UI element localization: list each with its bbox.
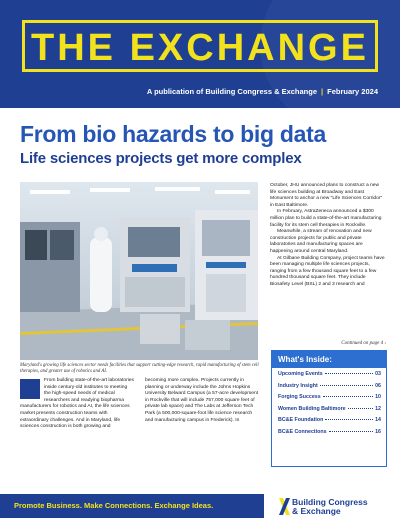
toc-item-page: 03 — [375, 371, 381, 377]
article-column-2 — [145, 378, 260, 424]
toc-leader — [329, 431, 374, 432]
footer — [0, 494, 400, 518]
toc-leader — [325, 419, 373, 420]
toc-item[interactable] — [278, 417, 381, 429]
continued-link[interactable]: Continued on page 4 › — [341, 341, 386, 346]
toc-leader — [348, 408, 374, 409]
masthead-title: THE EXCHANGE — [31, 27, 369, 69]
whats-inside-title: What's Inside: — [272, 351, 386, 368]
logo-name-line-2: & Exchange — [292, 506, 341, 516]
lab-photo — [20, 182, 258, 360]
toc-item[interactable] — [278, 406, 381, 418]
toc-item-label: Forging Success — [278, 394, 321, 400]
masthead-tagline — [147, 87, 378, 96]
article-column-1 — [20, 378, 135, 431]
photo-caption: Maryland's growing life sciences sector needs facilities that support cutting-edge research, rapid manufacturing of stem cell therapies, and greater use of robotics and AI. — [20, 363, 259, 375]
toc-item[interactable] — [278, 371, 381, 383]
column-3-paragraph: At Gilbane Building Company, project teams have been managing multiple life sciences projects, ranging from a few thousand square feet to a few hundred thousand square feet. They include Biosafety Level (BSL) 2 and 3 research and — [270, 255, 385, 287]
toc-item[interactable] — [278, 394, 381, 406]
column-3-paragraph: October, JHU announced plans to construct a new life sciences building at Broadway and East Monument to anchor a new "Life Sciences Corridor" in East Baltimore. — [270, 183, 383, 208]
column-3-paragraph: In February, AstraZeneca announced a $300 million plan to build a state-of-the-art manufacturing facility for its stem cell therapies in Rockville. — [270, 209, 382, 228]
tagline-separator: | — [321, 87, 324, 96]
footer-slogan-bar — [0, 494, 264, 518]
bce-logo-icon — [279, 498, 290, 515]
toc-list — [272, 368, 386, 440]
toc-item-page: 10 — [375, 394, 381, 400]
toc-item-page: 12 — [375, 405, 381, 412]
masthead — [0, 0, 400, 108]
logo-name-line-1: Building Congress — [292, 497, 368, 507]
toc-item-label: Upcoming Events — [278, 371, 323, 377]
toc-leader — [325, 373, 373, 374]
column-3-paragraph: Meanwhile, a stream of renovation and new construction projects for public and private laboratories and manufacturing spaces are happening around central Maryland. — [270, 229, 372, 254]
masthead-logo-frame — [22, 20, 378, 72]
toc-item-page: 14 — [375, 417, 381, 423]
toc-leader — [323, 396, 373, 397]
toc-item[interactable] — [278, 429, 381, 441]
toc-item-page: 16 — [375, 428, 381, 435]
article-column-3 — [270, 183, 386, 289]
toc-item-label: BC&E Connections — [278, 428, 327, 435]
issue-date: February 2024 — [327, 87, 378, 96]
drop-cap-block — [20, 379, 40, 399]
toc-item-label: Women Building Baltimore — [278, 405, 346, 412]
toc-leader — [320, 385, 373, 386]
whats-inside-box — [271, 350, 387, 467]
footer-slogan: Promote Business. Make Connections. Exchange Ideas. — [14, 501, 214, 510]
column-2-text: becoming more complex. Projects currently in planning or underway include the Johns Hopkins University Belward Campus (a 57-acre development in Rockville that will include 757,000 square feet of private lab space) and The Labs at Jefferson Tech Park (a 500,000-square-foot life science research and manufacturing campus in Frederick). In — [145, 378, 259, 423]
column-1-text: From building state-of-the-art laboratories inside century-old institutes to meeting the high-speed needs of medical researchers and readying biopharma manufacturers for robotics and AI, the life sciences market presents construction teams with extraordinary challenges. And in Maryland, life sciences construction is both growing and — [20, 378, 134, 430]
article-headline: From bio hazards to big data — [20, 121, 326, 147]
bce-logo — [279, 497, 397, 517]
toc-item[interactable] — [278, 383, 381, 395]
toc-item-label: Industry Insight — [278, 382, 318, 389]
article-subhead: Life sciences projects get more complex — [20, 150, 302, 167]
publication-credit: A publication of Building Congress & Exchange — [146, 87, 318, 96]
toc-item-label: BC&E Foundation — [278, 417, 324, 423]
toc-item-page: 06 — [375, 382, 381, 389]
